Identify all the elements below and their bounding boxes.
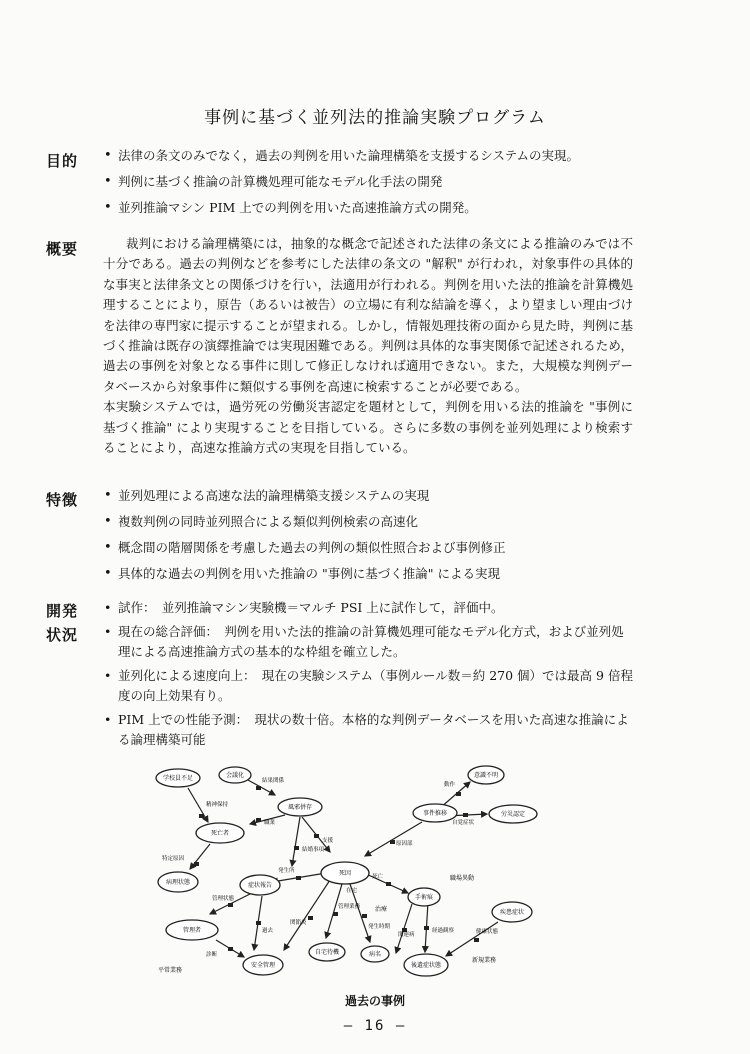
diagram-edge-label: 在宅	[346, 888, 358, 894]
diagram-node: 意識不明	[473, 772, 499, 779]
diagram-node: 安全管理	[250, 962, 276, 969]
diagram-node: 管理者	[182, 927, 202, 934]
diagram-caption: 過去の事例	[344, 994, 405, 1008]
diagram-edge-label: 診断	[206, 952, 218, 958]
features-list	[104, 483, 506, 587]
diagram-node: 新規業務	[472, 957, 497, 964]
diagram-node: 死亡者	[210, 830, 230, 837]
purpose-item: • 法律の条文のみでなく，過去の判例を用いた論理構築を支援するシステムの実現。	[104, 143, 579, 169]
diagram-edge-label: 結婚事項	[302, 847, 325, 853]
diagram-node: 学校員不足	[162, 775, 194, 782]
diagram-edge-label: 死亡	[372, 874, 384, 880]
overview-paragraph: 裁判における論理構築には，抽象的な概念で記述された法律の条文による推論のみでは不十分である。過去の判例などを参考にした法律の条文の "解釈" が行われ，対象事件の具体的な事実と法律条文との関係づけを行い，法適用が行われる。判例を用いた法的推論を計算機処理することにより，原告（あるいは被告）の立場に有利な結論を導く，より望ましい理由づけを法律の専門家に提示することが望まれる。しかし，情報処理技術の面から見た時，判例に基づく推論は既存の演繹推論では実現困難である。判例は具体的な事実関係で記述されるため，過去の事例を対象となる事件に則して修正しなければ適用できない。また，大規模な判例データベースから対象事件に類似する事例を高速に検索することが必要である。	[103, 236, 633, 394]
diagram-node: 手術痕	[414, 894, 434, 901]
section-label-development-2: 状況	[46, 626, 79, 644]
diagram-edge-label: 特定原因	[162, 856, 185, 862]
diagram-node: 職場異動	[450, 875, 475, 882]
feature-item: • 概念間の階層関係を考慮した過去の判例の類似性照合および事例修正	[104, 535, 506, 561]
diagram-edge-label: 健康状態	[476, 929, 499, 935]
section-label-overview: 概要	[46, 240, 79, 258]
diagram-node: 治療	[375, 906, 388, 913]
diagram-edge-label: 自覚症状	[452, 820, 475, 826]
diagram-edge-label: 動作	[444, 782, 456, 788]
diagram-node: 事件推移	[422, 810, 448, 817]
diagram-node: 病名	[368, 951, 382, 958]
page-title: 事例に基づく並列法的推論実験プログラム	[204, 108, 546, 128]
diagram-node: 労災認定	[500, 811, 526, 818]
overview-paragraph: 本実験システムでは，過労死の労働災害認定を題材として，判例を用いる法的推論を "事例に基づく推論" により実現することを目指している。さらに多数の事例を並列処理により検索することにより，高速な推論方式の実現を目指している。	[103, 399, 633, 456]
feature-item: • 複数判例の同時並列照合による類似判例検索の高速化	[104, 509, 506, 535]
section-label-development: 開発	[46, 602, 79, 620]
development-item: • PIM 上での性能予測： 現状の数十倍。本格的な判例データベースを用いた高速な推論による論理構築可能	[104, 710, 634, 750]
diagram-edge-label: 管理業務	[338, 904, 361, 910]
diagram-node: 会議化	[225, 772, 245, 779]
diagram-node: 症状報告	[247, 882, 273, 889]
diagram-edge-label: 関連病	[398, 932, 415, 938]
diagram-node: 後遺症状態	[410, 962, 442, 969]
diagram-edge-label: 発生時期	[368, 924, 391, 930]
case-network-diagram	[150, 756, 570, 981]
diagram-node: 風邪併存	[287, 804, 313, 811]
diagram-node: 病理状態	[165, 879, 191, 886]
diagram-node: 平常業務	[158, 967, 183, 974]
development-list	[104, 598, 634, 754]
diagram-edge-label: 精神保持	[206, 802, 229, 808]
page-number: — 16 —	[343, 1018, 407, 1034]
purpose-item: • 判例に基づく推論の計算機処理可能なモデル化手法の開発	[104, 169, 579, 195]
diagram-edge-label: 発生所	[278, 868, 295, 874]
diagram-edge-label: 過去	[262, 928, 274, 934]
overview-text	[103, 234, 633, 458]
purpose-list	[104, 143, 579, 221]
development-item: • 現在の総合評価： 判例を用いた法的推論の計算機処理可能なモデル化方式，および並列処理による高速推論方式の基本的な枠組を確立した。	[104, 622, 634, 662]
diagram-edge-label: 経過観察	[432, 928, 455, 934]
diagram-node: 疾患症状	[499, 909, 525, 916]
section-label-purpose: 目的	[46, 152, 79, 170]
diagram-edge-label: 職業	[264, 820, 276, 826]
diagram-edge-label: 支援	[322, 838, 334, 844]
diagram-edge-label: 結果関係	[262, 778, 285, 784]
development-item: • 並列化による速度向上： 現在の実験システム（事例ルール数＝約 270 個）では最高 9 倍程度の向上効果有り。	[104, 666, 634, 706]
section-label-features: 特徴	[46, 491, 79, 509]
development-item: • 試作： 並列推論マシン実験機＝マルチ PSI 上に試作して，評価中。	[104, 598, 634, 618]
purpose-item: • 並列推論マシン PIM 上での判例を用いた高速推論方式の開発。	[104, 195, 579, 221]
diagram-node: 死因	[338, 870, 352, 877]
diagram-edge-label: 原因部	[396, 841, 413, 847]
diagram-edge-label: 関節炎	[290, 920, 307, 926]
diagram-edge-label: 管理状態	[212, 896, 235, 902]
feature-item: • 並列処理による高速な法的論理構築支援システムの実現	[104, 483, 506, 509]
feature-item: • 具体的な過去の判例を用いた推論の "事例に基づく推論" による実現	[104, 561, 506, 587]
diagram-node: 自宅待機	[314, 949, 340, 956]
